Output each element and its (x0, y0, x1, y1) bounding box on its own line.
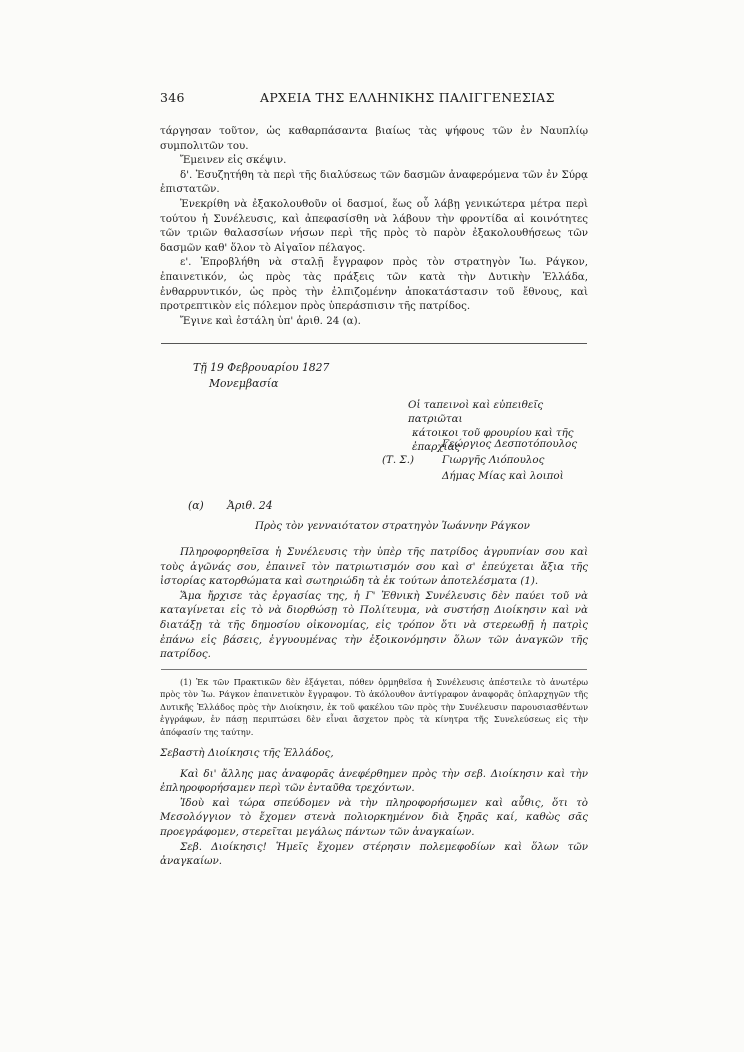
signatories (382, 436, 577, 484)
annex-heading (188, 499, 273, 512)
minutes-paragraph: Ἐνεκρίθη νὰ ἐξακολουθοῦν οἱ δασμοί, ἕως οὗ λάβῃ γενικώτερα μέτρα περὶ τούτου ἡ Συνέλευσις, καὶ ἀπεφασίσθη νὰ λάβουν τὴν φροντίδα αἱ κοινότητες τῶν τριῶν θαλασσίων νήσων περὶ τῆς πρὸς τὸ παρὸν ἐξακολουθήσεως τῶν δασμῶν καθ' ὅλον τὸ Αἰγαῖον πέλαγος. (160, 197, 588, 254)
report-section (160, 746, 588, 869)
signatory-name: Δήμας Μίας καὶ λοιποὶ (442, 470, 564, 482)
footnote (160, 676, 588, 738)
signatory-name: Γεώργιος Δεσποτόπουλος (442, 438, 578, 450)
page-number: 346 (160, 90, 185, 105)
annex-body (160, 545, 588, 662)
letter-place: Μονεμβασία (209, 377, 279, 390)
footnote-divider (161, 669, 587, 670)
annex-number: Ἀριθ. 24 (227, 499, 273, 512)
minutes-section (160, 124, 588, 328)
signature-line: κάτοικοι τοῦ φρουρίου καὶ τῆς ἐπαρχίας (412, 427, 574, 453)
minutes-paragraph: Ἔγινε καὶ ἐστάλη ὑπ' ἀριθ. 24 (α). (180, 314, 361, 327)
minutes-paragraph: τάργησαν τοῦτον, ὡς καθαρπάσαντα βιαίως τὰς ψήφους τῶν ἐν Ναυπλίῳ συμπολιτῶν του. (160, 125, 588, 152)
report-paragraph: Σεβ. Διοίκησις! Ἡμεῖς ἔχομεν στέρησιν πολεμεφοδίων καὶ ὅλων τῶν ἀναγκαίων. (160, 840, 588, 868)
footnote-text: (1) Ἐκ τῶν Πρακτικῶν δὲν ἐξάγεται, πόθεν ὁρμηθεῖσα ἡ Συνέλευσις ἀπέστειλε τὸ ἀνωτέρω πρὸς τὸν Ἰω. Ράγκον ἐπαινετικὸν ἔγγραφον. Τὸ ἀκόλουθον ἀντίγραφον ἀναφορᾶς ὁπλαρχηγῶν τῆς Δυτικῆς Ἑλλάδος πρὸς τὴν Διοίκησιν, ἐκ τοῦ φακέλου τῶν πρὸς τὴν Συνέλευσιν παρουσιασθέντων ἐγγράφων, ἐν πάσῃ περιπτώσει δὲν εἶναι ἄσχετον πρὸς τὰ κίνητρα τῆς Συνελεύσεως εἰς τὴν ἀπόφασίν της ταύτην. (160, 677, 588, 737)
running-title: ΑΡΧΕΙΑ ΤΗΣ ΕΛΛΗΝΙΚΗΣ ΠΑΛΙΓΓΕΝΕΣΙΑΣ (260, 90, 555, 105)
minutes-paragraph: δ'. Ἐσυζητήθη τὰ περὶ τῆς διαλύσεως τῶν δασμῶν ἀναφερόμενα τῶν ἐν Σύρᾳ ἐπιστατῶν. (160, 168, 588, 196)
signature-line: Οἱ ταπεινοὶ καὶ εὐπειθεῖς πατριῶται (408, 399, 544, 425)
report-paragraph: Ἰδοὺ καὶ τώρα σπεύδομεν νὰ τὴν πληροφορήσωμεν καὶ αὖθις, ὅτι τὸ Μεσολόγγιον τὸ ἔχομεν στενὰ πολιορκημένον διὰ ξηρᾶς καί, καθὼς σᾶς προεγράφομεν, στερεῖται μεγάλως πάντων τῶν ἀναγκαίων. (160, 796, 588, 838)
annex-addressee: Πρὸς τὸν γενναιότατον στρατηγὸν Ἰωάννην Ράγκον (255, 520, 530, 532)
letter-date: Τῇ 19 Φεβρουαρίου 1827 (193, 361, 330, 374)
report-paragraph: Καὶ δι' ἄλλης μας ἀναφορᾶς ἀνεφέρθημεν πρὸς τὴν σεβ. Διοίκησιν καὶ τὴν ἐπληροφορήσαμεν περὶ τῶν ἐνταῦθα τρεχόντων. (160, 767, 588, 795)
signatory-name: Γιωργῆς Λιόπουλος (442, 454, 545, 466)
report-salutation: Σεβαστὴ Διοίκησις τῆς Ἑλλάδος, (160, 747, 334, 759)
section-divider (161, 343, 587, 344)
minutes-paragraph: ε'. Ἐπροβλήθη νὰ σταλῇ ἔγγραφον πρὸς τὸν στρατηγὸν Ἰω. Ράγκον, ἐπαινετικόν, ὡς πρὸς τὰς πράξεις τῶν κατὰ τὴν Δυτικὴν Ἑλλάδα, ἐνθαρρυντικόν, ὡς πρὸς τὴν ἐλπιζομένην ἀποκατάστασιν τοῦ ἔθνους, καὶ προτρεπτικὸν εἰς πόλεμον πρὸς ὑπεράσπισιν τῆς πατρίδος. (160, 256, 588, 313)
annex-paragraph: Ἅμα ἤρχισε τὰς ἐργασίας της, ἡ Γ' Ἐθνικὴ Συνέλευσις δὲν παύει τοῦ νὰ καταγίνεται εἰς τὸ νὰ διορθώσῃ τὸ Πολίτευμα, νὰ συστήσῃ Διοίκησιν καὶ νὰ διατάξῃ τὰ τῆς δημοσίου οἰκονομίας, εἰς τρόπον ὅτι νὰ στερεωθῇ ἡ πατρὶς ἐπάνω εἰς βάσεις, ἐγγυουμένας τὴν ἐξοικονόμησιν ὅλων τῶν ἀναγκῶν τῆς πατρίδος. (160, 589, 588, 661)
seal-mark: (Τ. Σ.) (382, 454, 415, 466)
letter-dateline (193, 360, 329, 392)
minutes-paragraph: Ἔμεινεν εἰς σκέψιν. (180, 154, 287, 167)
annex-marker: (α) (188, 499, 204, 512)
annex-paragraph: Πληροφορηθεῖσα ἡ Συνέλευσις τὴν ὑπὲρ τῆς πατρίδος ἀγρυπνίαν σου καὶ τοὺς ἀγῶνάς σου, ἐπαινεῖ τὸν πατριωτισμόν σου καὶ σ' ἐπεύχεται ἄξια τῆς ἱστορίας κατορθώματα καὶ σωτηριώδη τὰ ἐκ τούτων ἀποτελέσματα (1). (160, 546, 588, 588)
